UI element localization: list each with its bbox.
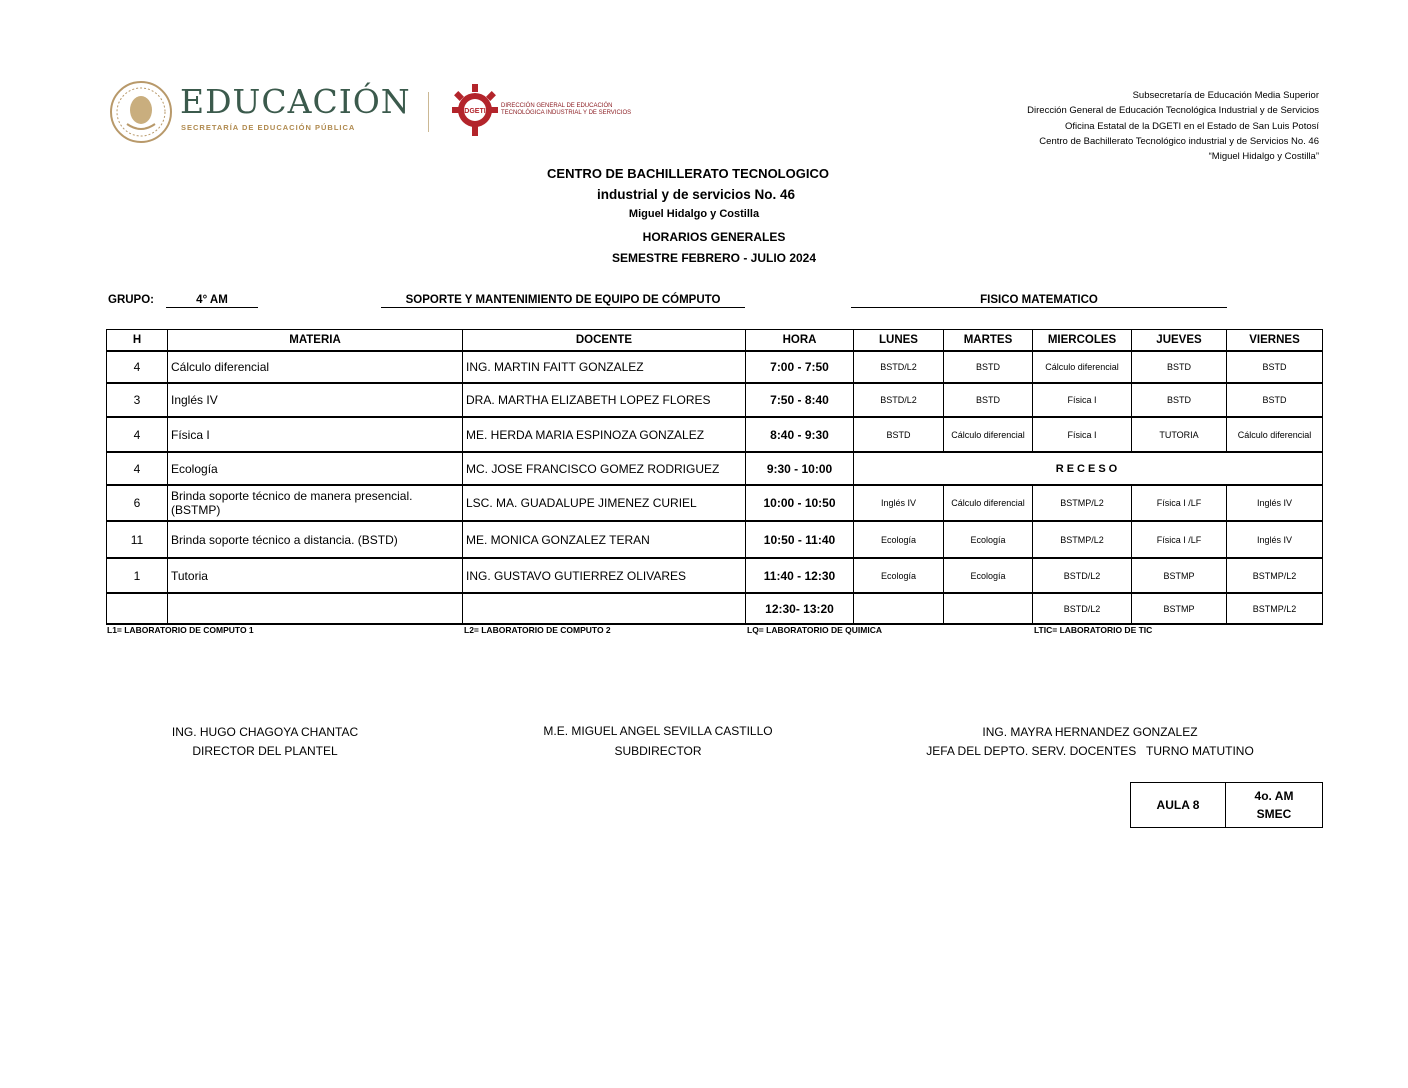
cell-time: 7:50 - 8:40 [746, 383, 854, 417]
legend-lq: LQ= LABORATORIO DE QUIMICA [747, 625, 882, 635]
cell-martes: Cálculo diferencial [944, 417, 1033, 452]
career-name: SOPORTE Y MANTENIMIENTO DE EQUIPO DE CÓMPUTO [381, 294, 745, 308]
inst-line: Dirección General de Educación Tecnológica Industrial y de Servicios [1027, 105, 1319, 117]
svg-text:DGETI: DGETI [464, 108, 486, 115]
cell-teacher: DRA. MARTHA ELIZABETH LOPEZ FLORES [463, 383, 746, 417]
dgeti-gear-logo [452, 82, 498, 138]
logo-divider [428, 92, 429, 132]
cell-martes: BSTD [944, 351, 1033, 383]
inst-line: Subsecretaría de Educación Media Superior [1132, 90, 1319, 101]
sep-seal-logo [109, 80, 173, 144]
cell-miercoles: Física I [1033, 383, 1132, 417]
signature-subdirector [518, 724, 798, 758]
cell-subject [168, 593, 463, 624]
cell-martes: Ecología [944, 558, 1033, 593]
signature-role: DIRECTOR DEL PLANTEL [192, 744, 338, 758]
col-header-hora: HORA [746, 330, 854, 352]
signature-name: ING. MAYRA HERNANDEZ GONZALEZ [982, 725, 1198, 739]
cell-subject: Brinda soporte técnico de manera presencial. (BSTMP) [168, 485, 463, 521]
cell-viernes: Inglés IV [1227, 485, 1323, 521]
cell-martes: Ecología [944, 521, 1033, 558]
signature-director [150, 725, 380, 758]
schedule-table [106, 329, 1323, 625]
col-header-miercoles: MIERCOLES [1033, 330, 1132, 352]
cell-lunes: Ecología [854, 558, 944, 593]
cell-teacher: MC. JOSE FRANCISCO GOMEZ RODRIGUEZ [463, 452, 746, 485]
cell-miercoles: Física I [1033, 417, 1132, 452]
cell-hours: 4 [107, 351, 168, 383]
cell-time: 11:40 - 12:30 [746, 558, 854, 593]
cell-time: 12:30- 13:20 [746, 593, 854, 624]
legend-l1: L1= LABORATORIO DE COMPUTO 1 [107, 625, 254, 635]
cell-subject: Tutoria [168, 558, 463, 593]
dgeti-line-2: TECNOLÓGICA INDUSTRIAL Y DE SERVICIOS [501, 110, 632, 116]
cell-jueves: BSTMP [1132, 558, 1227, 593]
cell-viernes: BSTD [1227, 351, 1323, 383]
cell-lunes: BSTD [854, 417, 944, 452]
col-header-viernes: VIERNES [1227, 330, 1323, 352]
table-row [107, 521, 1323, 558]
table-row [107, 558, 1323, 593]
inst-line: “Miguel Hidalgo y Costilla” [1208, 151, 1319, 163]
cell-hours: 4 [107, 417, 168, 452]
dgeti-logo-text [501, 103, 651, 117]
col-header-h: H [107, 330, 168, 352]
classroom-group-line2: SMEC [1256, 807, 1292, 821]
table-row [107, 383, 1323, 417]
inst-line: Centro de Bachillerato Tecnológico industrial y de Servicios No. 46 [1039, 135, 1319, 147]
cell-teacher: ME. MONICA GONZALEZ TERAN [463, 521, 746, 558]
school-title: CENTRO DE BACHILLERATO TECNOLOGICO [547, 166, 829, 181]
cell-time: 9:30 - 10:00 [746, 452, 854, 485]
cell-hours [107, 593, 168, 624]
cell-time: 10:00 - 10:50 [746, 485, 854, 521]
group-label: GRUPO: [108, 294, 154, 306]
cell-miercoles: BSTMP/L2 [1033, 521, 1132, 558]
cell-lunes: Inglés IV [854, 485, 944, 521]
cell-jueves: BSTD [1132, 351, 1227, 383]
table-row [107, 351, 1323, 383]
document-title: HORARIOS GENERALES [642, 230, 786, 244]
cell-jueves: BSTD [1132, 383, 1227, 417]
cell-hours: 11 [107, 521, 168, 558]
cell-time: 10:50 - 11:40 [746, 521, 854, 558]
dgeti-line-1: DIRECCIÓN GENERAL DE EDUCACIÓN [501, 103, 613, 109]
col-header-docente: DOCENTE [463, 330, 746, 352]
cell-lunes: Ecología [854, 521, 944, 558]
cell-jueves: TUTORIA [1132, 417, 1227, 452]
school-name: Miguel Hidalgo y Costilla [628, 208, 760, 220]
cell-viernes: BSTMP/L2 [1227, 593, 1323, 624]
signature-role: JEFA DEL DEPTO. SERV. DOCENTES TURNO MATUTINO [926, 744, 1254, 758]
cell-martes [944, 593, 1033, 624]
cell-teacher [463, 593, 746, 624]
cell-jueves: Física I /LF [1132, 521, 1227, 558]
cell-subject: Física I [168, 417, 463, 452]
table-row [107, 417, 1323, 452]
cell-viernes: Inglés IV [1227, 521, 1323, 558]
school-subtitle: industrial y de servicios No. 46 [596, 187, 796, 202]
cell-recess: RECESO [854, 452, 1323, 485]
classroom-group-line1: 4o. AM [1254, 789, 1294, 803]
cell-lunes [854, 593, 944, 624]
cell-time: 8:40 - 9:30 [746, 417, 854, 452]
institution-header [1027, 88, 1319, 164]
classroom-box [1130, 782, 1323, 828]
cell-teacher: LSC. MA. GUADALUPE JIMENEZ CURIEL [463, 485, 746, 521]
logo-wordmark: EDUCACIÓN [180, 82, 411, 121]
classroom-group [1226, 783, 1323, 828]
cell-miercoles: BSTD/L2 [1033, 593, 1132, 624]
cell-subject: Inglés IV [168, 383, 463, 417]
cell-subject: Cálculo diferencial [168, 351, 463, 383]
cell-teacher: ING. GUSTAVO GUTIERREZ OLIVARES [463, 558, 746, 593]
col-header-jueves: JUEVES [1132, 330, 1227, 352]
table-row [107, 452, 1323, 485]
signature-name: ING. HUGO CHAGOYA CHANTAC [171, 725, 359, 739]
col-header-lunes: LUNES [854, 330, 944, 352]
cell-miercoles: BSTD/L2 [1033, 558, 1132, 593]
cell-martes: BSTD [944, 383, 1033, 417]
cell-hours: 1 [107, 558, 168, 593]
legend-l2: L2= LABORATORIO DE COMPUTO 2 [464, 625, 611, 635]
signature-jefa [900, 725, 1280, 758]
cell-viernes: BSTD [1227, 383, 1323, 417]
semester-title: SEMESTRE FEBRERO - JULIO 2024 [611, 251, 817, 265]
table-row [107, 485, 1323, 521]
cell-teacher: ING. MARTIN FAITT GONZALEZ [463, 351, 746, 383]
cell-teacher: ME. HERDA MARIA ESPINOZA GONZALEZ [463, 417, 746, 452]
cell-lunes: BSTD/L2 [854, 383, 944, 417]
signature-role: SUBDIRECTOR [614, 744, 702, 758]
classroom-label: AULA 8 [1131, 783, 1226, 828]
legend-ltic: LTIC= LABORATORIO DE TIC [1034, 625, 1153, 635]
table-row [107, 593, 1323, 624]
table-header-row [107, 330, 1323, 352]
cell-martes: Cálculo diferencial [944, 485, 1033, 521]
cell-hours: 4 [107, 452, 168, 485]
cell-miercoles: BSTMP/L2 [1033, 485, 1132, 521]
cell-jueves: Física I /LF [1132, 485, 1227, 521]
cell-subject: Ecología [168, 452, 463, 485]
signature-name: M.E. MIGUEL ANGEL SEVILLA CASTILLO [543, 724, 773, 738]
col-header-materia: MATERIA [168, 330, 463, 352]
cell-viernes: Cálculo diferencial [1227, 417, 1323, 452]
cell-miercoles: Cálculo diferencial [1033, 351, 1132, 383]
propedeutic-component: FISICO MATEMATICO [851, 294, 1227, 308]
cell-time: 7:00 - 7:50 [746, 351, 854, 383]
cell-subject: Brinda soporte técnico a distancia. (BSTD) [168, 521, 463, 558]
logo-subtitle: SECRETARÍA DE EDUCACIÓN PÚBLICA [181, 123, 356, 132]
cell-jueves: BSTMP [1132, 593, 1227, 624]
cell-lunes: BSTD/L2 [854, 351, 944, 383]
cell-hours: 3 [107, 383, 168, 417]
col-header-martes: MARTES [944, 330, 1033, 352]
inst-line: Oficina Estatal de la DGETI en el Estado de San Luis Potosí [1065, 120, 1319, 132]
cell-viernes: BSTMP/L2 [1227, 558, 1323, 593]
cell-hours: 6 [107, 485, 168, 521]
group-value: 4° AM [166, 294, 258, 308]
